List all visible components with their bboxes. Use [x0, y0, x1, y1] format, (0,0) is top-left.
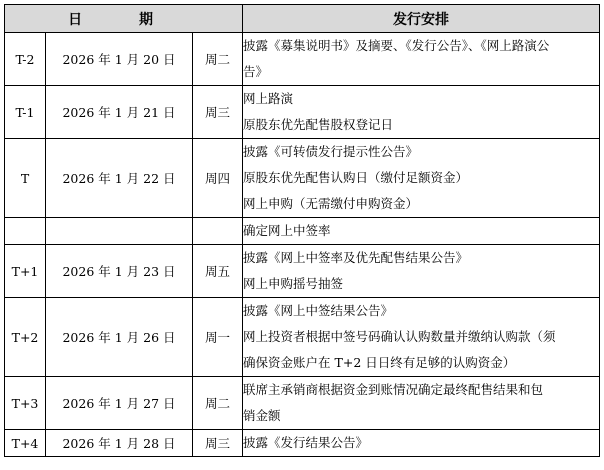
arrangement-line: 披露《网上中签结果公告》 [243, 303, 394, 318]
day-code: T+4 [5, 430, 46, 457]
arrangement-line: 网上路演 [243, 91, 294, 106]
arrangement-line: 披露《募集说明书》及摘要、《发行公告》、《网上路演公 [243, 38, 550, 53]
arrangement-cell [243, 298, 600, 377]
weekday-cell: 周四 [193, 139, 243, 218]
weekday-cell: 周一 [193, 298, 243, 377]
arrangement-cell [243, 139, 600, 218]
weekday-cell: 周五 [193, 245, 243, 298]
arrangement-line: 网上申购（无需缴付申购资金） [243, 196, 419, 211]
arrangement-line: 销金额 [243, 408, 281, 423]
day-code-empty [5, 218, 46, 245]
weekday-cell: 周二 [193, 377, 243, 430]
table-row [5, 377, 600, 430]
date-cell: 2026 年 1 月 22 日 [46, 139, 193, 218]
weekday-cell: 周二 [193, 33, 243, 86]
day-code: T [5, 139, 46, 218]
arrangement-line: 确定网上中签率 [243, 223, 331, 238]
table-row [5, 86, 600, 139]
weekday-cell: 周三 [193, 430, 243, 457]
arrangement-column-header: 发行安排 [243, 5, 600, 33]
arrangement-line: 告》 [243, 64, 269, 79]
date-cell: 2026 年 1 月 28 日 [46, 430, 193, 457]
header-row [5, 5, 600, 33]
arrangement-cell [243, 33, 600, 86]
day-code: T+1 [5, 245, 46, 298]
arrangement-line: 披露《网上中签率及优先配售结果公告》 [243, 250, 469, 265]
date-cell: 2026 年 1 月 26 日 [46, 298, 193, 377]
arrangement-line: 确保资金账户在 T+2 日日终有足够的认购资金） [243, 355, 516, 370]
day-code: T-2 [5, 33, 46, 86]
table-row [5, 218, 600, 245]
arrangement-line: 网上投资者根据中签号码确认认购数量并缴纳认购款（须 [243, 329, 556, 344]
arrangement-line: 联席主承销商根据资金到账情况确定最终配售结果和包 [243, 382, 544, 397]
date-cell-empty [46, 218, 193, 245]
day-code: T+2 [5, 298, 46, 377]
table-row [5, 430, 600, 457]
arrangement-cell [243, 86, 600, 139]
issuance-schedule-table [4, 4, 600, 457]
arrangement-line: 披露《可转债发行提示性公告》 [243, 144, 419, 159]
table-row [5, 245, 600, 298]
weekday-cell: 周三 [193, 86, 243, 139]
arrangement-cell [243, 218, 600, 245]
table-row [5, 298, 600, 377]
arrangement-line: 原股东优先配售股权登记日 [243, 117, 394, 132]
arrangement-cell [243, 377, 600, 430]
arrangement-line: 披露《发行结果公告》 [243, 435, 369, 450]
date-cell: 2026 年 1 月 23 日 [46, 245, 193, 298]
date-cell: 2026 年 1 月 27 日 [46, 377, 193, 430]
day-code: T+3 [5, 377, 46, 430]
arrangement-line: 网上申购摇号抽签 [243, 276, 344, 291]
table-row [5, 139, 600, 218]
day-code: T-1 [5, 86, 46, 139]
date-cell: 2026 年 1 月 20 日 [46, 33, 193, 86]
date-cell: 2026 年 1 月 21 日 [46, 86, 193, 139]
arrangement-cell [243, 245, 600, 298]
table-row [5, 33, 600, 86]
weekday-cell-empty [193, 218, 243, 245]
arrangement-line: 原股东优先配售认购日（缴付足额资金） [243, 170, 469, 185]
arrangement-cell [243, 430, 600, 457]
date-column-header: 日 期 [5, 5, 243, 33]
